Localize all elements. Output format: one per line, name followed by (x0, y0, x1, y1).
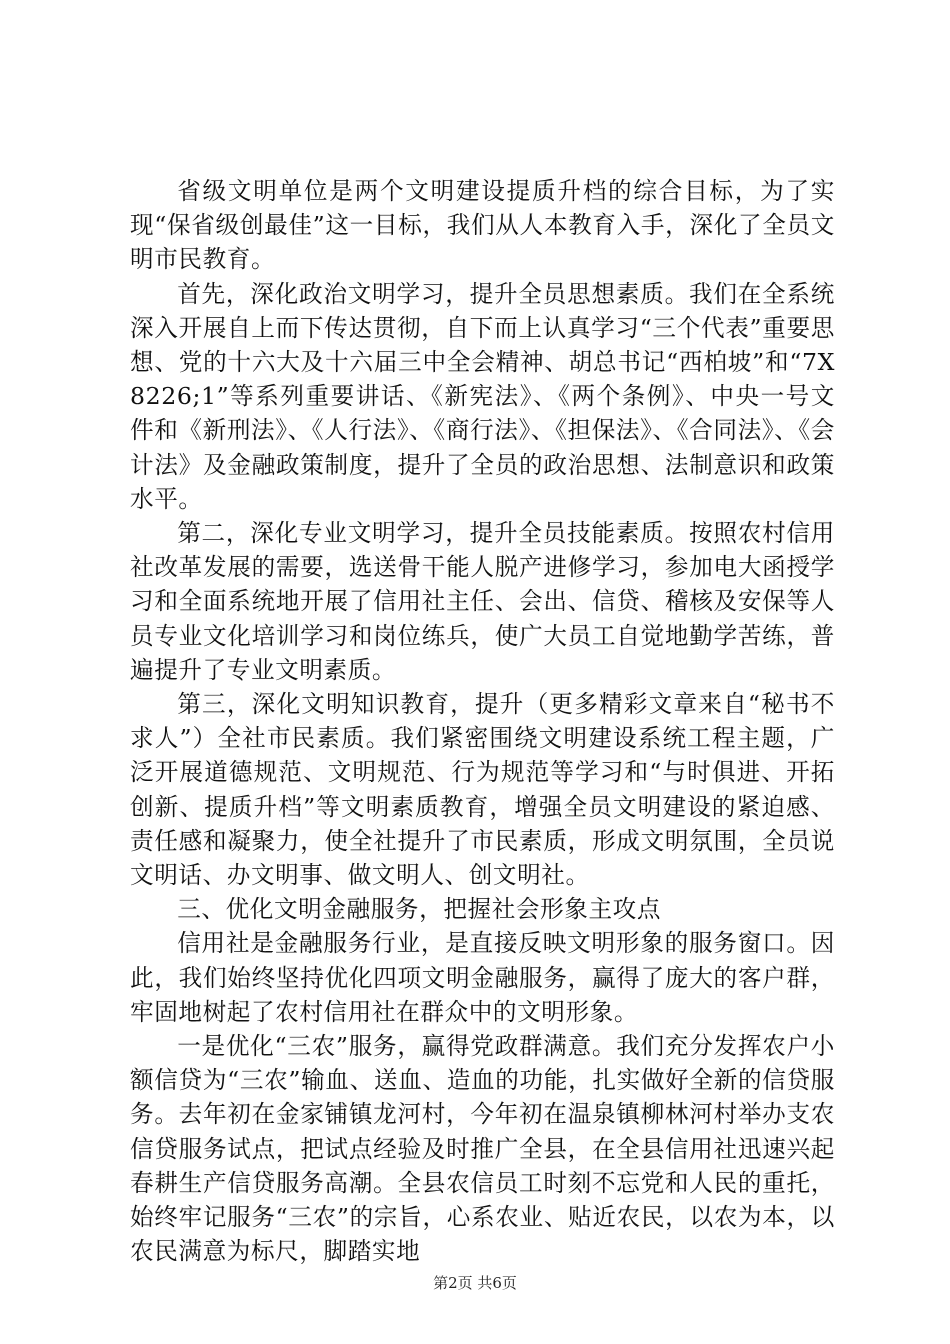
page-number: 第2页 共6页 (433, 1274, 517, 1292)
paragraph-2: 首先，深化政治文明学习，提升全员思想素质。我们在全系统深入开展自上而下传达贯彻，自下而上认真学习“三个代表”重要思想、党的十六大及十六届三中全会精神、胡总书记“西柏坡”和“7X8226;1”等系列重要讲话、《新宪法》、《两个条例》、中央一号文件和《新刑法》、《人行法》、《商行法》、《担保法》、《合同法》、《会计法》及金融政策制度，提升了全员的政治思想、法制意识和政策水平。 (130, 279, 835, 513)
document-body (130, 174, 835, 1269)
paragraph-3: 第二，深化专业文明学习，提升全员技能素质。按照农村信用社改革发展的需要，选送骨干能人脱产进修学习，参加电大函授学习和全面系统地开展了信用社主任、会出、信贷、稽核及安保等人员专业文化培训学习和岗位练兵，使广大员工自觉地勤学苦练，普遍提升了专业文明素质。 (130, 519, 835, 684)
paragraph-5: 信用社是金融服务行业，是直接反映文明形象的服务窗口。因此，我们始终坚持优化四项文明金融服务，赢得了庞大的客户群，牢固地树起了农村信用社在群众中的文明形象。 (130, 929, 835, 1026)
section-heading: 三、优化文明金融服务，把握社会形象主攻点 (177, 895, 662, 924)
paragraph-1: 省级文明单位是两个文明建设提质升档的综合目标，为了实现“保省级创最佳”这一目标，我们从人本教育入手，深化了全员文明市民教育。 (130, 177, 835, 274)
page-footer (0, 1272, 950, 1293)
paragraph-6: 一是优化“三农”服务，赢得党政群满意。我们充分发挥农户小额信贷为“三农”输血、送血、造血的功能，扎实做好全新的信贷服务。去年初在金家铺镇龙河村，今年初在温泉镇柳林河村举办支农信贷服务试点，把试点经验及时推广全县，在全县信用社迅速兴起春耕生产信贷服务高潮。全县农信员工时刻不忘党和人民的重托，始终牢记服务“三农”的宗旨，心系农业、贴近农民，以农为本，以农民满意为标尺，脚踏实地 (130, 1032, 835, 1266)
paragraph-4: 第三，深化文明知识教育，提升（更多精彩文章来自“秘书不求人”）全社市民素质。我们紧密围绕文明建设系统工程主题，广泛开展道德规范、文明规范、行为规范等学习和“与时俱进、开拓创新、提质升档”等文明素质教育，增强全员文明建设的紧迫感、责任感和凝聚力，使全社提升了市民素质，形成文明氛围，全员说文明话、办文明事、做文明人、创文明社。 (130, 690, 835, 890)
